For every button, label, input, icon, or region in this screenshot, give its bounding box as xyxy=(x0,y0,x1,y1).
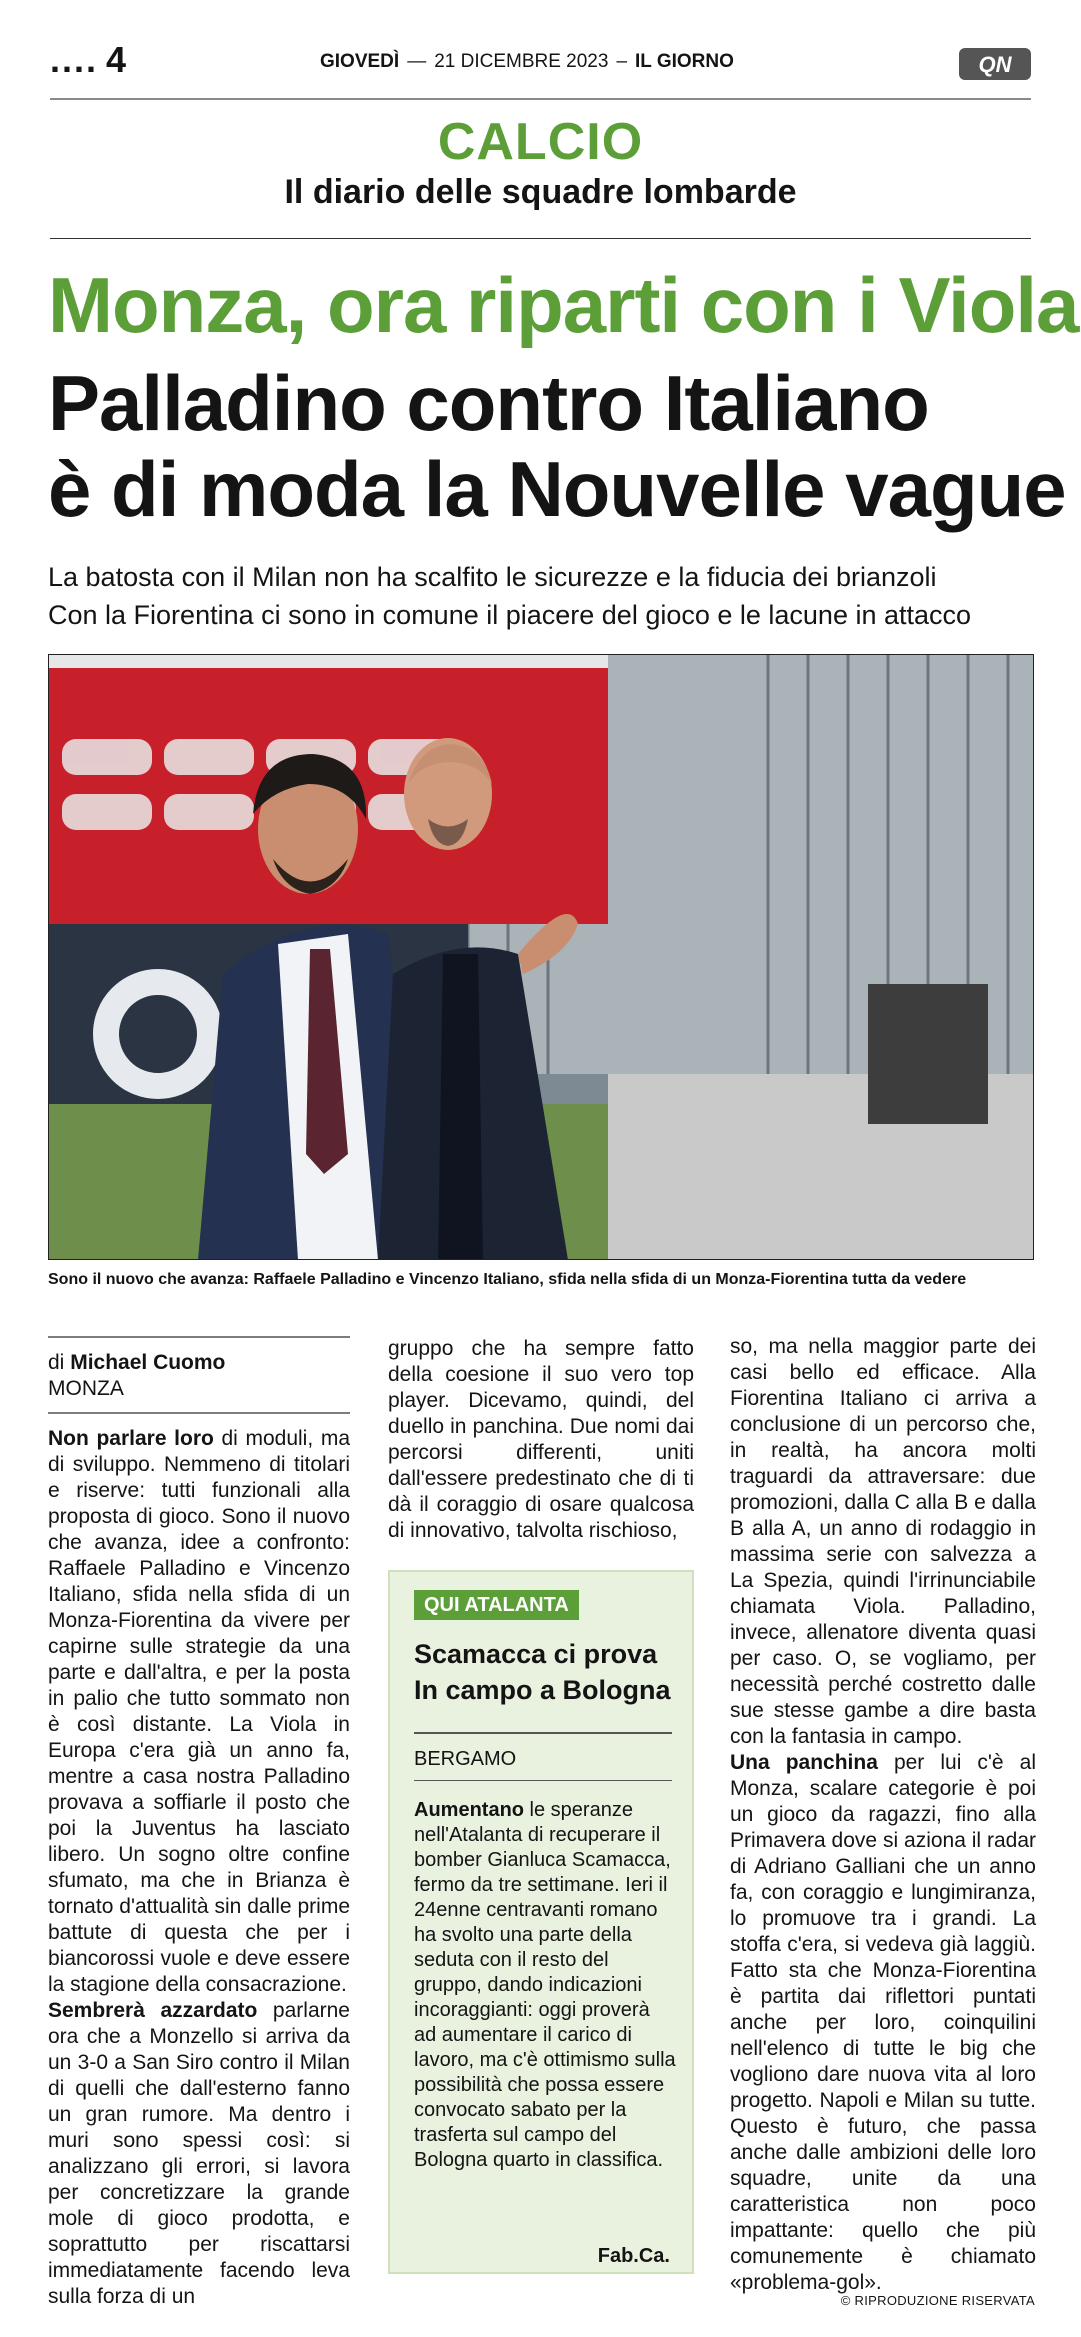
headline-line-1: Palladino contro Italiano xyxy=(48,359,929,447)
article-column-2 xyxy=(388,1336,694,1544)
header-date: 21 DICEMBRE 2023 xyxy=(434,51,609,72)
qn-logo-text: QN xyxy=(978,52,1012,77)
article-deck xyxy=(48,558,1048,634)
paragraph-4 xyxy=(730,1750,1036,2296)
box-rule-bottom xyxy=(414,1780,672,1781)
photo-caption: Sono il nuovo che avanza: Raffaele Palladino e Vincenzo Italiano, sfida nella sfida di un Monza-Fiorentina tutta da vedere xyxy=(48,1271,967,1288)
article-column-1 xyxy=(48,1426,350,2310)
box-body-text: le speranze nell'Atalanta di recuperare il bomber Gianluca Scamacca, fermo da tre settimane. Ieri il 24enne centravanti romano ha svolto una parte della seduta con il resto del gruppo, dando indicazioni incoraggianti: oggi proverà ad aumentare il carico di lavoro, ma c'è ottimismo sulla possibilità che possa essere convocato sabato per la trasferta sul campo del Bologna quarto in classifica. xyxy=(414,1799,676,2171)
header-dash-1: — xyxy=(407,51,427,72)
page-header xyxy=(50,40,1031,90)
box-rule-top xyxy=(414,1732,672,1734)
byline-dateline: MONZA xyxy=(48,1377,124,1400)
qn-logo xyxy=(959,48,1031,80)
header-rule xyxy=(50,98,1031,100)
deck-line-2: Con la Fiorentina ci sono in comune il piacere del gioco e le lacune in attacco xyxy=(48,600,972,630)
copyright-notice: © RIPRODUZIONE RISERVATA xyxy=(840,2293,1035,2308)
header-day: GIOVEDÌ xyxy=(320,51,400,72)
coaches-photo-illustration xyxy=(48,654,1034,1260)
box-signature: Fab.Ca. xyxy=(597,2245,670,2267)
byline-author-line xyxy=(48,1350,350,1376)
byline-prefix: di xyxy=(48,1351,65,1374)
box-body xyxy=(414,1798,676,2173)
article-byline xyxy=(48,1336,350,1414)
paragraph-2-lead: Sembrerà azzardato xyxy=(48,1999,258,2022)
paragraph-2 xyxy=(48,1998,350,2310)
headline-line-2: è di moda la Nouvelle vague xyxy=(48,445,1066,533)
paragraph-2-text: parlarne ora che a Monzello si arriva da un 3-0 a San Siro contro il Milan di quelli che dall'esterno fanno un gran rumore. Ma dentro i muri sono spessi così: si analizzano gli errori, si lavora per concretizzare la grande mole di gioco prodotta, e soprattutto per riscattarsi immediatamente facendo leva sulla forza di un xyxy=(48,1999,350,2308)
paragraph-4-text: per lui c'è al Monza, scalare categorie è poi un gioco da ragazzi, fino alla Primavera dove si aziona il radar di Adriano Galliani che un anno fa, con coraggio e lungimiranza, lo promuove tra i grandi. La stoffa c'era, si vedeva già laggiù. Fatto sta che Monza-Fiorentina è partita dai riflettori puntati anche per loro, coinquilini nell'elenco di tutte le big che vogliono dare nuova vita al loro progetto. Napoli e Milan su tutte. Questo è futuro, che passa anche dalle ambizioni delle loro squadre, unite da una caratteristica non poco impattante: quello che più comunemente è chiamato «problema-gol». xyxy=(730,1751,1036,2294)
section-subtitle: Il diario delle squadre lombarde xyxy=(284,173,797,211)
header-newspaper: IL GIORNO xyxy=(635,51,734,72)
byline-author: Michael Cuomo xyxy=(70,1351,226,1374)
page-number-value: 4 xyxy=(106,39,127,80)
article-headline xyxy=(48,360,1066,532)
box-tag: QUI ATALANTA xyxy=(414,1590,579,1620)
deck-line-1: La batosta con il Milan non ha scalfito le sicurezze e la fiducia dei brianzoli xyxy=(48,562,937,592)
box-dateline: BERGAMO xyxy=(414,1748,517,1770)
section-rule xyxy=(50,238,1031,239)
qui-atalanta-box xyxy=(388,1570,694,2274)
box-title xyxy=(414,1636,676,1708)
article-kicker: Monza, ora riparti con i Viola xyxy=(48,261,1079,349)
box-body-lead: Aumentano xyxy=(414,1799,524,1821)
section-title: CALCIO xyxy=(437,113,644,171)
paragraph-4-lead: Una panchina xyxy=(730,1751,878,1774)
paragraph-1 xyxy=(48,1426,350,1998)
paragraph-1-lead: Non parlare loro xyxy=(48,1427,214,1450)
paragraph-3: gruppo che ha sempre fatto della coesione il suo vero top player. Dicevamo, quindi, del duello in panchina. Due nomi dai percorsi differenti, uniti dall'essere predestinato che di ti dà il coraggio di osare qualcosa di innovativo, talvolta rischioso, xyxy=(388,1337,694,1542)
dateline-header xyxy=(320,50,734,74)
box-title-line-1: Scamacca ci prova xyxy=(414,1639,658,1669)
paragraph-3-cont: so, ma nella maggior parte dei casi bello ed efficace. Alla Fiorentina Italiano ci arriva a conclusione di un percorso che, in realtà, ha ancora molti traguardi da attraversare: due promozioni, dalla C alla B e dalla B alla A, un anno di rodaggio in massima serie con salvezza a La Spezia, quindi l'irrinunciabile chiamata Viola. Palladino, invece, allenatore diventa quasi per caso. O, se vogliamo, per necessità perché costretto dalle sue stesse gambe a dire basta con la fantasia in campo. xyxy=(730,1335,1036,1748)
article-column-3 xyxy=(730,1334,1036,2296)
box-title-line-2: In campo a Bologna xyxy=(414,1675,671,1705)
paragraph-1-text: di moduli, ma di sviluppo. Nemmeno di titolari e riserve: tutti funzionali alla proposta di gioco. Sono il nuovo che avanza, idee a confronto: Raffaele Palladino e Vincenzo Italiano, sfida nella sfida di un Monza-Fiorentina da vivere per capirne sulle strategie da una parte e dall'altra, e per la posta in palio che tutto sommato non è così distante. La Viola in Europa c'era già un anno fa, mentre a casa nostra Palladino provava a soffiarle il posto che poi la Juventus ha lasciato libero. Un sogno oltre confine sfumato, ma che in Brianza è tornato d'attualità sin dalle prime battute di questa che per i biancorossi vuole e deve essere la stagione della consacrazione. xyxy=(48,1427,350,1996)
page-number-dots: .... xyxy=(50,39,99,80)
header-dash-2: – xyxy=(616,51,628,72)
page-number xyxy=(50,40,126,80)
article-photo xyxy=(48,654,1034,1260)
